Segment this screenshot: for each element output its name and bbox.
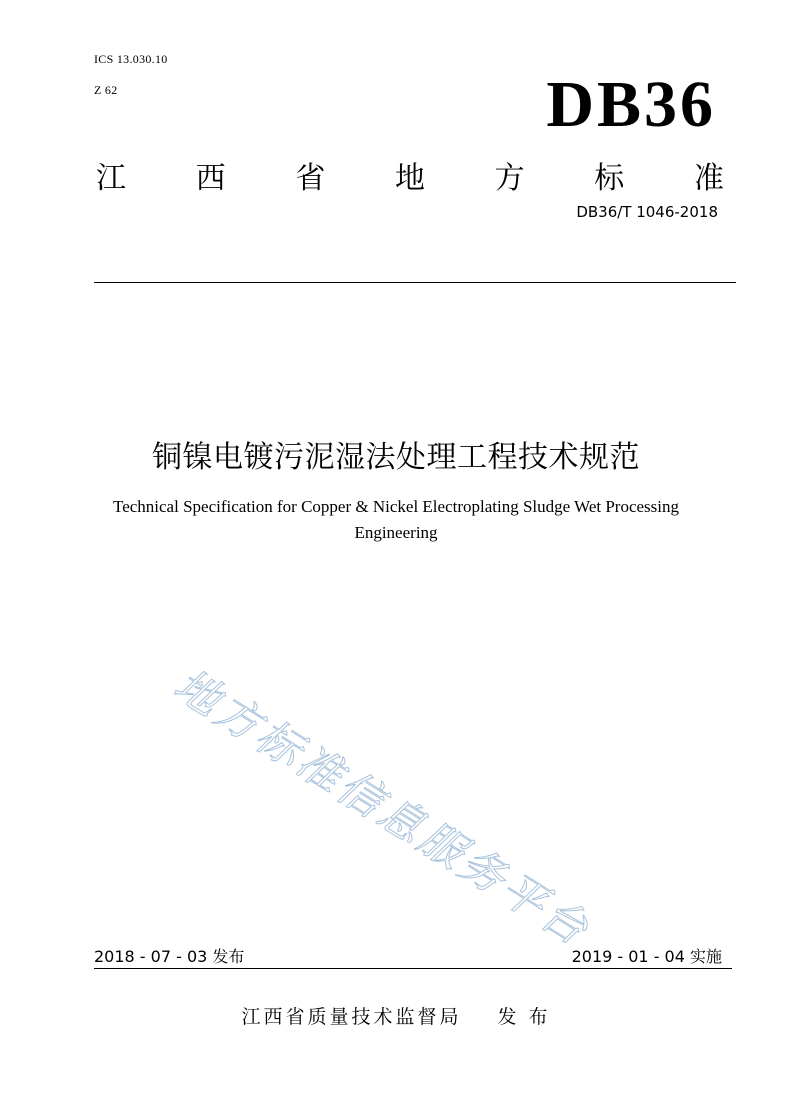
- standard-type-char: 西: [195, 161, 226, 196]
- standard-type-char: 准: [693, 161, 724, 196]
- publisher: [0, 1002, 792, 1029]
- ics-code: ICS 13.030.10: [94, 52, 168, 66]
- standard-type-char: 标: [594, 161, 625, 196]
- watermark: 地方标准信息服务平台: [165, 659, 600, 957]
- standard-code: DB36/T 1046-2018: [576, 203, 718, 221]
- top-divider: [94, 282, 736, 283]
- publisher-name: 江西省质量技术监督局: [241, 1006, 462, 1028]
- english-title: [70, 494, 722, 546]
- standard-type-char: 地: [394, 161, 425, 196]
- standard-type-char: 江: [96, 161, 126, 196]
- english-title-line: Technical Specification for Copper & Nickel Electroplating Sludge Wet Processing: [113, 497, 679, 516]
- bottom-divider: [94, 968, 732, 969]
- classification-code: Z 62: [94, 83, 118, 97]
- standard-type-char: 省: [295, 161, 326, 196]
- chinese-title: 铜镍电镀污泥湿法处理工程技术规范: [152, 440, 640, 475]
- english-title-line: Engineering: [354, 523, 438, 542]
- issue-date: 2018 - 07 - 03 发布: [94, 947, 245, 966]
- implementation-date: 2019 - 01 - 04 实施: [571, 947, 722, 966]
- standard-type-char: 方: [494, 161, 525, 196]
- publisher-action: 发 布: [497, 1006, 551, 1028]
- db36-logo: DB36: [546, 68, 716, 141]
- standard-type: [96, 161, 724, 196]
